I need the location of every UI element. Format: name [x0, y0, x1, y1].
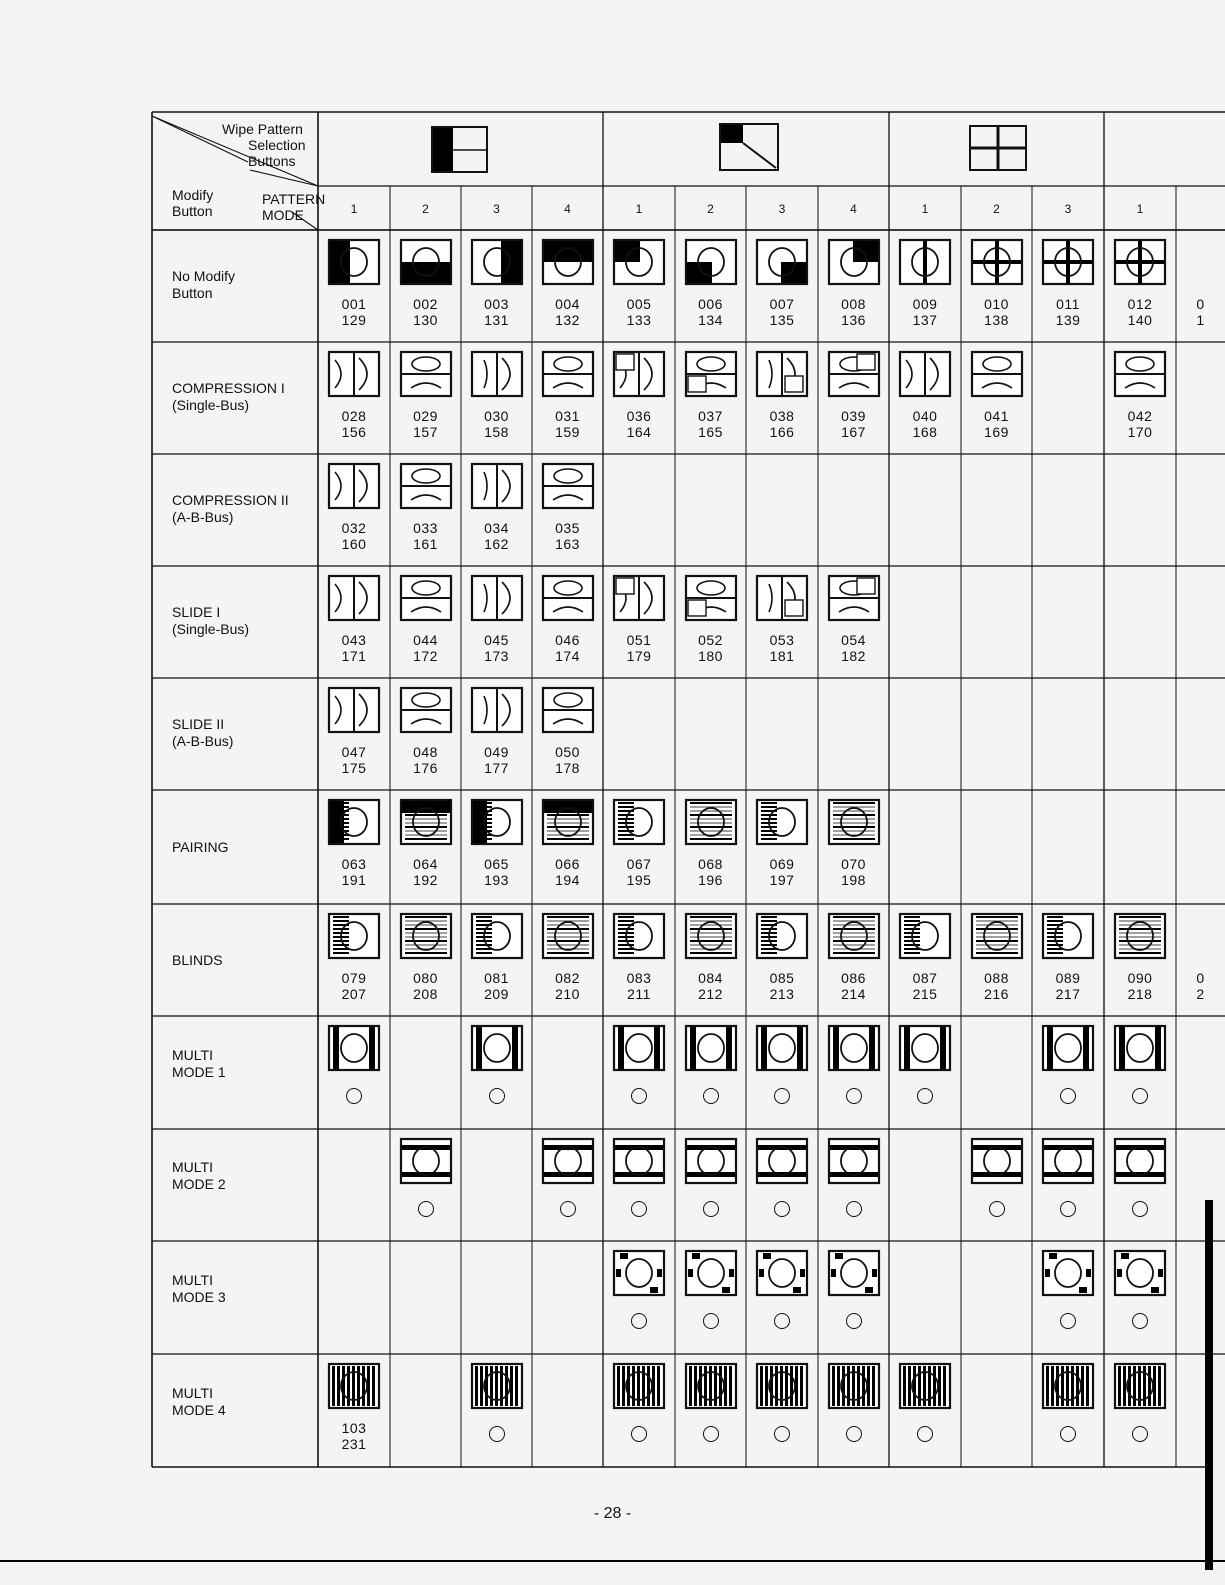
row-label: Button [172, 285, 213, 301]
pattern-code: 086 [841, 970, 866, 986]
indicator-circle [560, 1201, 576, 1217]
wipe-pattern-icon [327, 238, 381, 286]
pattern-code: 029 [413, 408, 438, 424]
row-label: (Single-Bus) [172, 397, 250, 413]
wipe-pattern-icon [1041, 238, 1095, 286]
pattern-code: 132 [555, 312, 580, 328]
pattern-code: 069 [769, 856, 795, 872]
pattern-code: 049 [484, 744, 509, 760]
row-label: MULTI [172, 1046, 213, 1063]
wipe-pattern-icon [470, 1362, 524, 1410]
row-label: MODE 2 [172, 1176, 226, 1192]
pattern-code: 180 [698, 648, 723, 664]
wipe-pattern-icon [541, 462, 595, 510]
wipe-pattern-icon [327, 686, 381, 734]
pattern-code: 139 [1055, 312, 1081, 328]
pattern-mode-number: 3 [493, 202, 500, 216]
pattern-code: 0 [1196, 970, 1205, 986]
wipe-pattern-icon [541, 912, 595, 960]
pattern-code: 166 [769, 424, 795, 440]
pattern-code: 168 [912, 424, 938, 440]
pattern-mode-number: 3 [1064, 202, 1072, 216]
pattern-code: 135 [769, 312, 795, 328]
indicator-circle [703, 1313, 719, 1329]
wipe-pattern-icon [612, 912, 666, 960]
pattern-code: 208 [413, 986, 438, 1002]
row-label: MODE 1 [172, 1063, 226, 1080]
wipe-pattern-icon [1113, 1249, 1167, 1297]
wipe-pattern-icon [827, 574, 881, 622]
pattern-code: 177 [484, 760, 509, 776]
page-number: - 28 - [593, 1505, 632, 1522]
wipe-pattern-icon [898, 1024, 952, 1072]
indicator-circle [1060, 1088, 1076, 1104]
pattern-code: 047 [341, 744, 367, 760]
wipe-pattern-icon [399, 238, 453, 286]
wipe-pattern-icon [755, 1249, 809, 1297]
pattern-code: 133 [626, 312, 652, 328]
pattern-mode-number: 2 [707, 202, 714, 216]
indicator-circle [846, 1313, 862, 1329]
pattern-code: 156 [341, 424, 367, 440]
wipe-pattern-icon [755, 798, 809, 846]
wipe-pattern-icon [755, 238, 809, 286]
wipe-pattern-icon [1113, 1024, 1167, 1072]
pattern-code: 195 [626, 872, 652, 888]
wipe-pattern-icon [470, 686, 524, 734]
pattern-code: 082 [555, 970, 580, 986]
pattern-code: 196 [698, 872, 723, 888]
wipe-pattern-icon [1041, 1137, 1095, 1185]
wipe-pattern-icon [898, 912, 952, 960]
wipe-pattern-icon [327, 574, 381, 622]
pattern-code: 034 [484, 520, 509, 536]
pattern-mode-number: 1 [1136, 202, 1144, 216]
pattern-code: 030 [484, 408, 509, 424]
indicator-circle [1060, 1313, 1076, 1329]
wipe-pattern-icon [970, 1137, 1024, 1185]
wipe-pattern-icon [827, 350, 881, 398]
pattern-code: 216 [984, 986, 1009, 1002]
indicator-circle [774, 1426, 790, 1442]
corner-diagonal-pattern-icon[interactable] [718, 122, 782, 174]
pattern-code: 217 [1055, 986, 1081, 1002]
pattern-mode-number: 1 [635, 202, 643, 216]
indicator-circle [917, 1088, 933, 1104]
pattern-code: 170 [1127, 424, 1153, 440]
indicator-circle [631, 1313, 647, 1329]
indicator-circle [1060, 1426, 1076, 1442]
wipe-pattern-icon [898, 238, 952, 286]
wipe-pattern-icon [827, 1137, 881, 1185]
wipe-pattern-icon [684, 350, 738, 398]
corner-mode-line2: MODE [262, 207, 304, 223]
pattern-code: 028 [341, 408, 367, 424]
pattern-code: 140 [1127, 312, 1153, 328]
wipe-pattern-icon [327, 1024, 381, 1072]
row-label: No Modify [172, 268, 236, 284]
pattern-code: 039 [841, 408, 866, 424]
wipe-pattern-icon [1041, 1024, 1095, 1072]
cross-pattern-icon[interactable] [968, 124, 1030, 174]
row-label: MODE 3 [172, 1288, 226, 1305]
wipe-pattern-icon [470, 1024, 524, 1072]
wipe-pattern-icon [612, 798, 666, 846]
pattern-code: 053 [769, 632, 795, 648]
indicator-circle [846, 1088, 862, 1104]
pattern-code: 080 [413, 970, 438, 986]
wipe-pattern-icon [612, 1362, 666, 1410]
wipe-pattern-icon [470, 350, 524, 398]
indicator-circle [1132, 1426, 1148, 1442]
pattern-code: 090 [1127, 970, 1153, 986]
pattern-code: 213 [769, 986, 795, 1002]
wipe-pattern-icon [1041, 1362, 1095, 1410]
pattern-code: 212 [698, 986, 723, 1002]
row-label: (Single-Bus) [172, 621, 250, 637]
wipe-pattern-icon [970, 350, 1024, 398]
wipe-pattern-icon [327, 1362, 381, 1410]
wipe-pattern-icon [327, 462, 381, 510]
pattern-code: 011 [1056, 296, 1080, 312]
wipe-pattern-icon [1113, 1362, 1167, 1410]
pattern-code: 173 [484, 648, 509, 664]
pattern-code: 002 [413, 296, 438, 312]
wipe-pattern-icon [755, 1024, 809, 1072]
pattern-code: 163 [555, 536, 580, 552]
indicator-circle [917, 1426, 933, 1442]
pattern-mode-number: 2 [993, 202, 1000, 216]
wipe-pattern-icon [1113, 912, 1167, 960]
pattern-code: 012 [1127, 296, 1153, 312]
pattern-code: 167 [841, 424, 866, 440]
pattern-code: 103 [341, 1420, 367, 1436]
pattern-code: 031 [555, 408, 580, 424]
pattern-code: 137 [912, 312, 938, 328]
row-label: MULTI [172, 1271, 213, 1288]
indicator-circle [774, 1313, 790, 1329]
indicator-circle [346, 1088, 362, 1104]
wipe-pattern-icon [898, 1362, 952, 1410]
pattern-code: 175 [341, 760, 367, 776]
pattern-code: 066 [555, 856, 580, 872]
wipe-pattern-icon [541, 1137, 595, 1185]
pattern-code: 038 [769, 408, 795, 424]
indicator-circle [631, 1088, 647, 1104]
pattern-code: 218 [1127, 986, 1153, 1002]
pattern-code: 042 [1127, 408, 1153, 424]
wipe-pattern-icon [684, 1249, 738, 1297]
corner-modify-line1: Modify [172, 187, 214, 203]
pattern-mode-number: 2 [422, 202, 429, 216]
pattern-code: 036 [626, 408, 652, 424]
wipe-pattern-icon [684, 912, 738, 960]
wipe-pattern-icon [327, 798, 381, 846]
wipe-pattern-icon [684, 1024, 738, 1072]
wipe-pattern-icon [1041, 912, 1095, 960]
wipe-pattern-icon [470, 238, 524, 286]
pattern-code: 172 [413, 648, 438, 664]
wipe-pattern-icon [827, 912, 881, 960]
pattern-code: 004 [555, 296, 580, 312]
wipe-pattern-icon [327, 912, 381, 960]
pattern-code: 079 [341, 970, 367, 986]
pattern-code: 162 [484, 536, 509, 552]
pattern-code: 182 [841, 648, 866, 664]
pattern-code: 134 [698, 312, 723, 328]
pattern-code: 052 [698, 632, 723, 648]
half-vertical-pattern-icon[interactable] [430, 125, 490, 175]
indicator-circle [1132, 1313, 1148, 1329]
pattern-code: 209 [484, 986, 509, 1002]
wipe-pattern-icon [1113, 238, 1167, 286]
wipe-pattern-icon [399, 574, 453, 622]
pattern-code: 161 [413, 536, 438, 552]
indicator-circle [703, 1201, 719, 1217]
wipe-pattern-icon [612, 574, 666, 622]
indicator-circle [989, 1201, 1005, 1217]
wipe-pattern-icon [612, 1137, 666, 1185]
pattern-code: 040 [912, 408, 938, 424]
pattern-code: 210 [555, 986, 580, 1002]
pattern-code: 192 [413, 872, 438, 888]
wipe-pattern-icon [827, 1024, 881, 1072]
pattern-code: 032 [341, 520, 367, 536]
pattern-code: 009 [912, 296, 938, 312]
wipe-pattern-icon [827, 1249, 881, 1297]
wipe-pattern-icon [970, 238, 1024, 286]
pattern-code: 129 [341, 312, 367, 328]
pattern-code: 085 [769, 970, 795, 986]
wipe-pattern-icon [755, 574, 809, 622]
pattern-code: 081 [484, 970, 509, 986]
wipe-pattern-icon [612, 238, 666, 286]
indicator-circle [631, 1426, 647, 1442]
row-label: MODE 4 [172, 1401, 226, 1418]
pattern-mode-number: 1 [350, 202, 358, 216]
pattern-code: 1 [1196, 312, 1205, 328]
wipe-pattern-icon [399, 686, 453, 734]
pattern-code: 044 [413, 632, 438, 648]
pattern-code: 033 [413, 520, 438, 536]
indicator-circle [1132, 1201, 1148, 1217]
indicator-circle [1132, 1088, 1148, 1104]
pattern-code: 041 [984, 408, 1009, 424]
pattern-code: 088 [984, 970, 1009, 986]
pattern-code: 064 [413, 856, 438, 872]
wipe-pattern-icon [1113, 350, 1167, 398]
pattern-code: 0 [1196, 296, 1205, 312]
pattern-code: 179 [626, 648, 652, 664]
indicator-circle [703, 1088, 719, 1104]
corner-pattern-line1: PATTERN [262, 191, 326, 207]
wipe-pattern-icon [399, 462, 453, 510]
wipe-pattern-icon [541, 238, 595, 286]
indicator-circle [774, 1201, 790, 1217]
wipe-pattern-icon [755, 350, 809, 398]
pattern-code: 178 [555, 760, 580, 776]
pattern-code: 169 [984, 424, 1009, 440]
pattern-code: 010 [984, 296, 1009, 312]
wipe-pattern-icon [541, 798, 595, 846]
pattern-code: 181 [769, 648, 795, 664]
pattern-code: 054 [841, 632, 866, 648]
wipe-pattern-icon [827, 1362, 881, 1410]
pattern-code: 164 [626, 424, 652, 440]
wipe-pattern-icon [1041, 1249, 1095, 1297]
pattern-code: 037 [698, 408, 723, 424]
indicator-circle [489, 1426, 505, 1442]
corner-wipe-pattern-line1: Wipe Pattern [222, 121, 303, 137]
wipe-pattern-icon [1113, 1137, 1167, 1185]
pattern-code: 050 [555, 744, 580, 760]
wipe-pattern-icon [755, 912, 809, 960]
indicator-circle [703, 1426, 719, 1442]
pattern-code: 193 [484, 872, 509, 888]
wipe-pattern-icon [684, 1137, 738, 1185]
pattern-code: 191 [341, 872, 367, 888]
pattern-code: 214 [841, 986, 866, 1002]
pattern-mode-number: 4 [850, 202, 857, 216]
corner-wipe-pattern-line3: Buttons [248, 153, 296, 169]
page-edge-bar [1205, 1200, 1213, 1570]
indicator-circle [774, 1088, 790, 1104]
indicator-circle [1060, 1201, 1076, 1217]
pattern-code: 215 [912, 986, 938, 1002]
row-label: COMPRESSION II [172, 492, 289, 508]
row-label: BLINDS [172, 952, 223, 968]
pattern-code: 070 [841, 856, 866, 872]
pattern-code: 231 [341, 1436, 367, 1452]
page-bottom-line [0, 1560, 1225, 1562]
indicator-circle [846, 1426, 862, 1442]
pattern-code: 174 [555, 648, 580, 664]
wipe-pattern-icon [399, 1137, 453, 1185]
pattern-code: 197 [769, 872, 795, 888]
row-label: SLIDE I [172, 604, 221, 620]
corner-wipe-pattern-line2: Selection [248, 137, 306, 153]
row-label: PAIRING [172, 839, 229, 855]
pattern-code: 157 [413, 424, 438, 440]
wipe-pattern-icon [541, 574, 595, 622]
wipe-pattern-icon [755, 1362, 809, 1410]
row-label: SLIDE II [172, 716, 225, 732]
row-label: (A-B-Bus) [172, 733, 234, 749]
pattern-code: 035 [555, 520, 580, 536]
wipe-pattern-icon [827, 238, 881, 286]
indicator-circle [846, 1201, 862, 1217]
wipe-pattern-icon [470, 912, 524, 960]
pattern-code: 211 [627, 986, 651, 1002]
wipe-pattern-icon [970, 912, 1024, 960]
wipe-pattern-icon [470, 574, 524, 622]
pattern-code: 006 [698, 296, 723, 312]
wipe-pattern-icon [684, 798, 738, 846]
pattern-code: 138 [984, 312, 1009, 328]
wipe-pattern-icon [612, 1249, 666, 1297]
wipe-pattern-icon [399, 912, 453, 960]
row-label: MULTI [172, 1384, 213, 1401]
pattern-code: 065 [484, 856, 509, 872]
wipe-pattern-icon [541, 686, 595, 734]
pattern-code: 008 [841, 296, 866, 312]
pattern-code: 136 [841, 312, 866, 328]
wipe-pattern-icon [684, 238, 738, 286]
pattern-code: 067 [626, 856, 652, 872]
pattern-code: 005 [626, 296, 652, 312]
indicator-circle [631, 1201, 647, 1217]
pattern-code: 089 [1055, 970, 1081, 986]
wipe-pattern-icon [755, 1137, 809, 1185]
pattern-code: 130 [413, 312, 438, 328]
pattern-code: 043 [341, 632, 367, 648]
pattern-code: 083 [626, 970, 652, 986]
pattern-code: 068 [698, 856, 723, 872]
wipe-pattern-icon [541, 350, 595, 398]
wipe-pattern-icon [399, 350, 453, 398]
pattern-code: 171 [341, 648, 367, 664]
pattern-code: 159 [555, 424, 580, 440]
pattern-code: 160 [341, 536, 367, 552]
pattern-code: 007 [769, 296, 795, 312]
pattern-code: 063 [341, 856, 367, 872]
row-label: COMPRESSION I [172, 380, 285, 396]
pattern-code: 001 [341, 296, 367, 312]
pattern-code: 207 [341, 986, 367, 1002]
pattern-code: 048 [413, 744, 438, 760]
row-label: MULTI [172, 1159, 213, 1175]
wipe-pattern-icon [684, 1362, 738, 1410]
pattern-code: 084 [698, 970, 723, 986]
corner-modify-line2: Button [172, 203, 213, 219]
pattern-code: 165 [698, 424, 723, 440]
pattern-code: 2 [1196, 986, 1205, 1002]
pattern-code: 045 [484, 632, 509, 648]
pattern-code: 131 [484, 312, 509, 328]
indicator-circle [418, 1201, 434, 1217]
pattern-code: 051 [626, 632, 652, 648]
wipe-pattern-icon [470, 798, 524, 846]
pattern-code: 046 [555, 632, 580, 648]
pattern-mode-number: 3 [778, 202, 786, 216]
wipe-pattern-icon [898, 350, 952, 398]
wipe-pattern-icon [612, 1024, 666, 1072]
wipe-pattern-icon [827, 798, 881, 846]
wipe-pattern-icon [327, 350, 381, 398]
pattern-code: 194 [555, 872, 580, 888]
pattern-mode-number: 4 [564, 202, 571, 216]
pattern-mode-number: 1 [921, 202, 929, 216]
row-label: (A-B-Bus) [172, 509, 234, 525]
pattern-code: 198 [841, 872, 866, 888]
pattern-code: 003 [484, 296, 509, 312]
pattern-code: 158 [484, 424, 509, 440]
indicator-circle [489, 1088, 505, 1104]
wipe-pattern-icon [684, 574, 738, 622]
pattern-code: 176 [413, 760, 438, 776]
wipe-pattern-icon [399, 798, 453, 846]
wipe-pattern-icon [470, 462, 524, 510]
wipe-pattern-icon [612, 350, 666, 398]
pattern-code: 087 [912, 970, 938, 986]
